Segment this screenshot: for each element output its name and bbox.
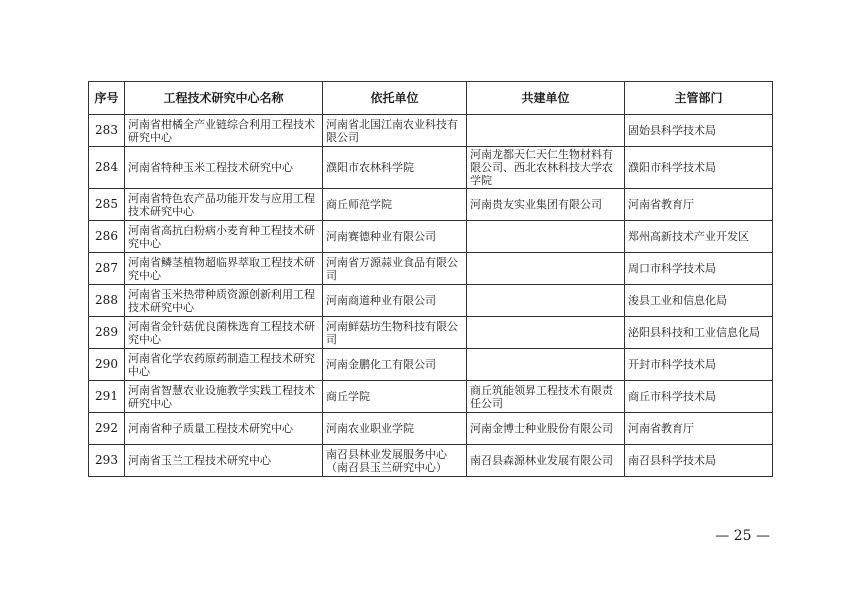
row-number: 286 (89, 221, 125, 253)
department-cell: 商丘市科学技术局 (625, 381, 773, 413)
row-number: 292 (89, 413, 125, 445)
row-number: 291 (89, 381, 125, 413)
header-center-name: 工程技术研究中心名称 (125, 82, 323, 115)
co-unit-cell: 河南金博士种业股份有限公司 (467, 413, 625, 445)
row-number: 285 (89, 189, 125, 221)
table-row (89, 253, 773, 285)
co-unit-cell (467, 317, 625, 349)
center-name-cell: 河南省高抗白粉病小麦育种工程技术研究中心 (125, 221, 323, 253)
host-unit-cell: 河南金鹏化工有限公司 (323, 349, 467, 381)
host-unit-cell: 河南省北国江南农业科技有限公司 (323, 115, 467, 147)
table-row (89, 381, 773, 413)
co-unit-cell (467, 285, 625, 317)
co-unit-cell (467, 115, 625, 147)
center-name-cell: 河南省玉米热带种质资源创新利用工程技术研究中心 (125, 285, 323, 317)
table-row (89, 413, 773, 445)
co-unit-cell (467, 253, 625, 285)
table-body (89, 115, 773, 477)
table-row (89, 147, 773, 189)
center-name-cell: 河南省化学农药原药制造工程技术研究中心 (125, 349, 323, 381)
center-name-cell: 河南省特种玉米工程技术研究中心 (125, 147, 323, 189)
department-cell: 浚县工业和信息化局 (625, 285, 773, 317)
host-unit-cell: 河南赛德种业有限公司 (323, 221, 467, 253)
center-name-cell: 河南省智慧农业设施教学实践工程技术研究中心 (125, 381, 323, 413)
header-host-unit: 依托单位 (323, 82, 467, 115)
department-cell: 河南省教育厅 (625, 413, 773, 445)
center-name-cell: 河南省种子质量工程技术研究中心 (125, 413, 323, 445)
header-co-unit: 共建单位 (467, 82, 625, 115)
center-name-cell: 河南省特色农产品功能开发与应用工程技术研究中心 (125, 189, 323, 221)
table-row (89, 317, 773, 349)
table-row (89, 221, 773, 253)
table-row (89, 189, 773, 221)
department-cell: 泌阳县科技和工业信息化局 (625, 317, 773, 349)
host-unit-cell: 商丘学院 (323, 381, 467, 413)
header-no: 序号 (89, 82, 125, 115)
table-row (89, 349, 773, 381)
row-number: 288 (89, 285, 125, 317)
row-number: 284 (89, 147, 125, 189)
center-name-cell: 河南省玉兰工程技术研究中心 (125, 445, 323, 477)
header-department: 主管部门 (625, 82, 773, 115)
row-number: 290 (89, 349, 125, 381)
department-cell: 郑州高新技术产业开发区 (625, 221, 773, 253)
department-cell: 固始县科学技术局 (625, 115, 773, 147)
research-center-table (88, 81, 773, 477)
host-unit-cell: 商丘师范学院 (323, 189, 467, 221)
department-cell: 周口市科学技术局 (625, 253, 773, 285)
co-unit-cell (467, 221, 625, 253)
row-number: 287 (89, 253, 125, 285)
department-cell: 濮阳市科学技术局 (625, 147, 773, 189)
co-unit-cell (467, 349, 625, 381)
host-unit-cell: 河南商道种业有限公司 (323, 285, 467, 317)
host-unit-cell: 濮阳市农林科学院 (323, 147, 467, 189)
host-unit-cell: 河南农业职业学院 (323, 413, 467, 445)
row-number: 283 (89, 115, 125, 147)
host-unit-cell: 河南省万源蒜业食品有限公司 (323, 253, 467, 285)
co-unit-cell: 河南龙都天仁天仁生物材料有限公司、西北农林科技大学农学院 (467, 147, 625, 189)
department-cell: 南召县科学技术局 (625, 445, 773, 477)
center-name-cell: 河南省柑橘全产业链综合利用工程技术研究中心 (125, 115, 323, 147)
co-unit-cell: 商丘筑能领昇工程技术有限责任公司 (467, 381, 625, 413)
row-number: 293 (89, 445, 125, 477)
host-unit-cell: 南召县林业发展服务中心（南召县玉兰研究中心） (323, 445, 467, 477)
table-row (89, 115, 773, 147)
center-name-cell: 河南省鳞茎植物超临界萃取工程技术研究中心 (125, 253, 323, 285)
co-unit-cell: 河南贵友实业集团有限公司 (467, 189, 625, 221)
table-row (89, 445, 773, 477)
table-row (89, 285, 773, 317)
department-cell: 开封市科学技术局 (625, 349, 773, 381)
page-number: — 25 — (715, 528, 770, 544)
host-unit-cell: 河南鲜菇坊生物科技有限公司 (323, 317, 467, 349)
center-name-cell: 河南省金针菇优良菌株选育工程技术研究中心 (125, 317, 323, 349)
row-number: 289 (89, 317, 125, 349)
table-header-row (89, 82, 773, 115)
department-cell: 河南省教育厅 (625, 189, 773, 221)
co-unit-cell: 南召县森源林业发展有限公司 (467, 445, 625, 477)
